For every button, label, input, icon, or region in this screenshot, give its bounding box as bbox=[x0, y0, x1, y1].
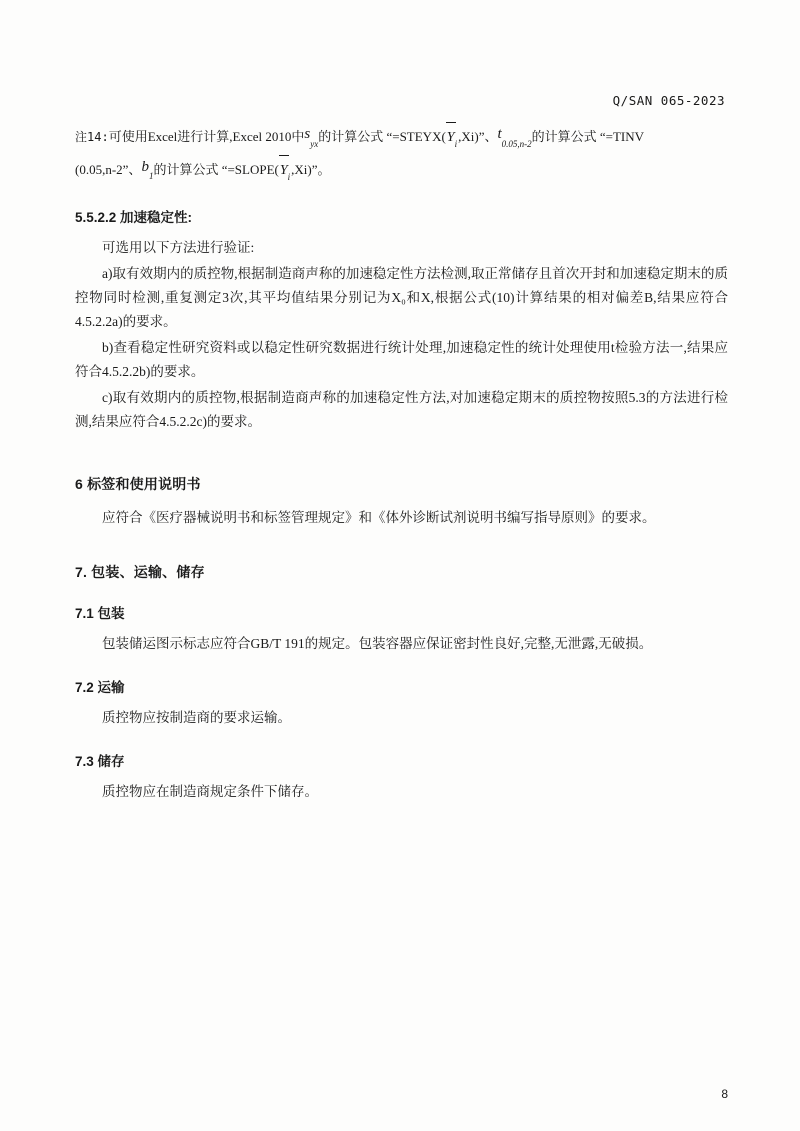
document-header-code: Q/SAN 065-2023 bbox=[612, 93, 725, 108]
symbol-y-bar-2: $Y_i$ bbox=[279, 157, 291, 186]
paragraph-7-3-body: 质控物应在制造商规定条件下储存。 bbox=[102, 783, 318, 799]
page-content bbox=[75, 122, 728, 806]
symbol-s-subscript: yx bbox=[310, 138, 319, 149]
symbol-t: t bbox=[497, 126, 502, 142]
page-number: 8 bbox=[721, 1087, 728, 1101]
symbol-b-subscript: 1 bbox=[148, 171, 154, 182]
heading-7-2: 7.2 运输 bbox=[75, 679, 125, 695]
heading-7-3: 7.3 储存 bbox=[75, 753, 125, 769]
symbol-y-bar-1: $Y_i$ bbox=[446, 124, 458, 153]
heading-7: 7. 包装、运输、储存 bbox=[75, 563, 205, 580]
note-14-line-2 bbox=[75, 155, 728, 186]
note-14-text-6: 的计算公式 “=SLOPE( bbox=[153, 161, 279, 177]
paragraph-5-5-2-2-c: c)取有效期内的质控物,根据制造商声称的加速稳定性方法,对加速稳定期末的质控物按照5.3的方法进行检测,结果应符合4.5.2.2c)的要求。 bbox=[75, 389, 728, 429]
paragraph-5-5-2-2-intro: 可选用以下方法进行验证: bbox=[102, 239, 255, 255]
note-14-label: 注14: bbox=[75, 130, 109, 144]
heading-7-1: 7.1 包装 bbox=[75, 605, 125, 621]
note-14-text-4: 的计算公式 “=TINV bbox=[531, 129, 645, 144]
symbol-t-subscript: 0.05,n-2 bbox=[501, 138, 532, 149]
paragraph-6-body: 应符合《医疗器械说明书和标签管理规定》和《体外诊断试剂说明书编写指导原则》的要求。 bbox=[102, 509, 656, 525]
note-14-text-5: (0.05,n-2”、 bbox=[75, 161, 142, 177]
note-14-text-3: ,Xi)”、 bbox=[458, 129, 498, 144]
heading-5-5-2-2: 5.5.2.2 加速稳定性: bbox=[75, 209, 193, 225]
note-14-text-1: 可使用Excel进行计算,Excel 2010中 bbox=[108, 129, 305, 144]
paragraph-5-5-2-2-b: b)查看稳定性研究资料或以稳定性研究数据进行统计处理,加速稳定性的统计处理使用t检验方法一,结果应符合4.5.2.2b)的要求。 bbox=[75, 339, 728, 379]
paragraph-7-2-body: 质控物应按制造商的要求运输。 bbox=[102, 709, 291, 725]
symbol-s: s bbox=[304, 126, 311, 142]
note-14-line-1 bbox=[75, 122, 728, 153]
note-14 bbox=[75, 122, 728, 186]
note-14-text-7: ,Xi)”。 bbox=[291, 161, 331, 177]
paragraph-7-1-body: 包装储运图示标志应符合GB/T 191的规定。包装容器应保证密封性良好,完整,无泄露,无破损。 bbox=[102, 635, 653, 651]
paragraph-5-5-2-2-a: a)取有效期内的质控物,根据制造商声称的加速稳定性方法检测,取正常储存且首次开封和加速稳定期末的质控物同时检测,重复测定3次,其平均值结果分别记为X₀和X,根据公式(10)计算结果的相对偏差B,结果应符合4.5.2.2a)的要求。 bbox=[75, 265, 728, 329]
symbol-b: b bbox=[141, 158, 149, 175]
note-14-text-2: 的计算公式 “=STEYX( bbox=[318, 129, 446, 144]
heading-6: 6 标签和使用说明书 bbox=[75, 475, 201, 492]
